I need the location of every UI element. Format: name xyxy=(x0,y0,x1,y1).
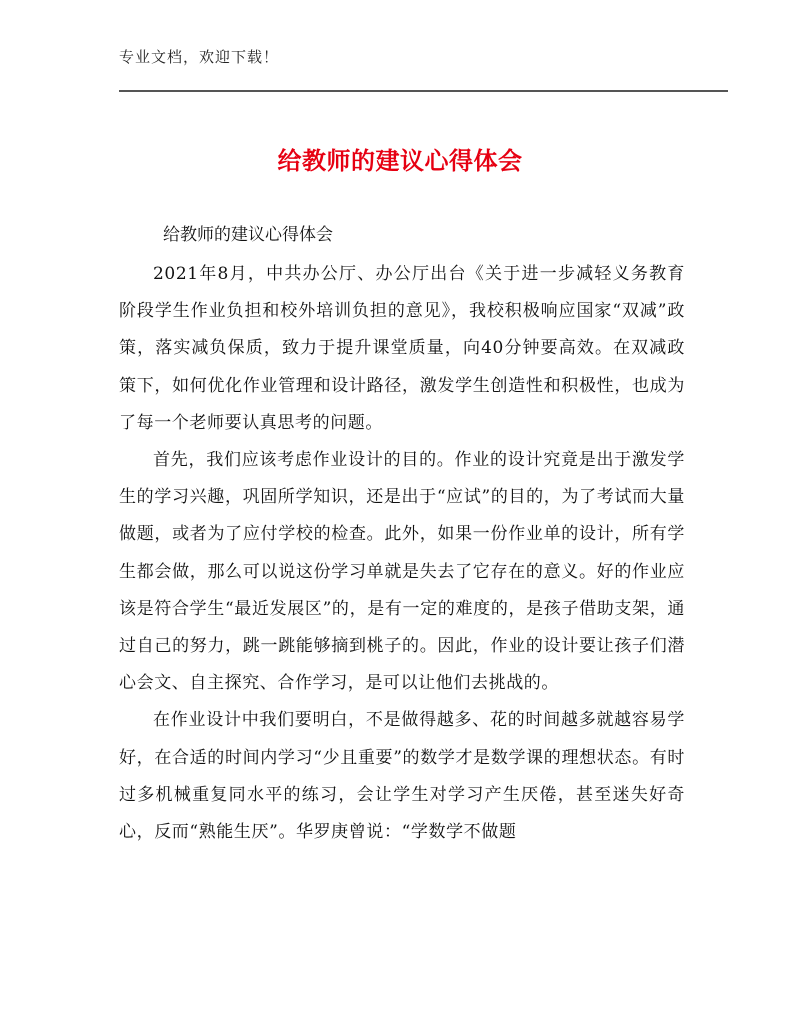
page-header-text: 专业文档，欢迎下载！ xyxy=(119,48,280,66)
document-title: 给教师的建议心得体会 xyxy=(277,147,523,175)
document-subtitle: 给教师的建议心得体会 xyxy=(163,225,333,245)
paragraph-2: 首先，我们应该考虑作业设计的目的。作业的设计究竟是出于激发学生的学习兴趣，巩固所学知识，还是出于“应试”的目的，为了考试而大量做题，或者为了应付学校的检查。此外，如果一份作业单的设计，所有学生都会做，那么可以说这份学习单就是失去了它存在的意义。好的作业应该是符合学生“最近发展区”的，是有一定的难度的，是孩子借助支架，通过自己的努力，跳一跳能够摘到桃子的。因此，作业的设计要让孩子们潜心会文、自主探究、合作学习，是可以让他们去挑战的。 xyxy=(119,450,685,694)
paragraph-3: 在作业设计中我们要明白，不是做得越多、花的时间越多就越容易学好，在合适的时间内学习“少且重要”的数学才是数学课的理想状态。有时过多机械重复同水平的练习，会让学生对学习产生厌倦，甚至迷失好奇心，反而“熟能生厌”。华罗庚曾说：“学数学不做题 xyxy=(119,710,685,843)
document-body xyxy=(119,256,685,851)
paragraph-1: 2021年8月，中共办公厅、办公厅出台《关于进一步减轻义务教育阶段学生作业负担和校外培训负担的意见》，我校积极响应国家“双减”政策，落实减负保质，致力于提升课堂质量，向40分钟要高效。在双减政策下，如何优化作业管理和设计路径，激发学生创造性和积极性，也成为了每一个老师要认真思考的问题。 xyxy=(119,264,685,433)
header-divider xyxy=(119,90,728,92)
